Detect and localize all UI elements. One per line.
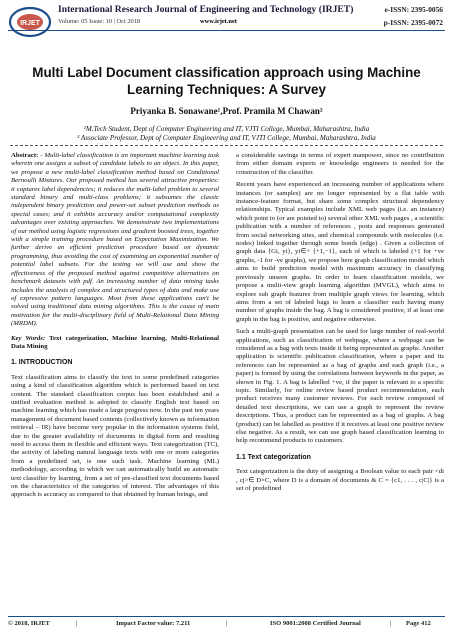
- footer-page-number: Page 412: [406, 620, 431, 627]
- journal-volume: Volume: 05 Issue: 10 | Oct 2018: [58, 18, 141, 25]
- journal-header: [0, 0, 453, 48]
- page-footer: [8, 620, 445, 634]
- footer-impact-factor: Impact Factor value: 7.211: [116, 620, 191, 627]
- abstract-label: Abstract:: [11, 152, 39, 159]
- body-paragraph: a considerable savings in terms of expert manpower, since no contribution from either domain experts or knowledge engineers is needed for the construction of the classifier.: [236, 152, 444, 176]
- body-paragraph: Recent years have experienced an increasing number of applications where instances (or samples) are no longer represented by a flat table with instance-feature format, but share some complex structural dependency relationships. Typical examples include XML web pages (i.e. an instance) which point to (or are pointed to) several other XML web pages , a scientific publication with a number of references , posts and responses generated from social networking sites, and chemical compounds with molecules (i.e. nodes) linked together through some bonds (edge) . Given a collection of graph data {Gi, yi}, yi∈+ {+1,−1}, each of which is labeled (+1 for +ve graphs, -1 for -ve graphs), we propose here graph classification model which aims to build prediction model with maximum accuracy in classifying previously unseen graphs. In order to learn classification models, we propose a multi-view graph learning algorithm (MVGL), which aims to explore sub graph features from multiple graph views for learning, which aims from a set of labeled bags to learn a classifier each having many number of graphs inside the bag. A bag is considered positive, if at least one graph in the bag is positive, and negative otherwise.: [236, 181, 444, 323]
- affiliation-2: ² Associate Professor, Dept of Computer Engineering and IT, VJTI College, Mumbai, Maharashtra, India: [77, 134, 376, 142]
- journal-title: International Research Journal of Engineering and Technology (IRJET): [58, 4, 354, 15]
- header-rule: [8, 30, 445, 31]
- keywords: [11, 335, 219, 352]
- affiliation-1: ¹M.Tech Student, Dept of Computer Engineering and IT, VJTI College, Mumbai, Maharashtra, India: [83, 125, 370, 133]
- paper-authors: Priyanka B. Sonawane¹,Prof. Pramila M Chawan²: [130, 106, 323, 116]
- footer-copyright: © 2018, IRJET: [8, 620, 50, 627]
- body-paragraph: Text categorization is the duty of assigning a Boolean value to each pair <di , cj>∈ D×C, where D is a domain of documents & C = {c1, . . . , c|C|} is a set of predefined: [236, 468, 444, 493]
- p-issn: p-ISSN: 2395-0072: [383, 18, 443, 27]
- footer-separator: |: [76, 620, 78, 627]
- svg-text:IRJET: IRJET: [20, 20, 40, 27]
- paper-title: Multi Label Document classification approach using Machine Learning Techniques: A Survey: [32, 65, 421, 97]
- keywords-text: Text categorization, Machine learning, Multi-Relational Data Mining: [11, 334, 219, 350]
- abstract-text: - Multi-label classification is an important machine learning task wherein one assigns a subset of candidate labels to an object. In this paper, we propose a new multi-label classification method based on Conditional Bernoulli Mixtures. Our proposed method has several attractive properties: it captures label dependencies; it reduces the multi-label problem to several standard binary and multi-class problems; it subsumes the classic independent binary prediction and power-set subset prediction methods as special cases; and it exhibits accuracy and/or computational complexity advantages over existing approaches. We demonstrate two implementations of our method using logistic regressions and gradient boosted trees, together with a simple training procedure based on Expectation Maximization. We further derive an efficient prediction procedure based on dynamic programming, thus avoiding the cost of examining an exponential number of potential label subsets. For the testing we will use and show the effectiveness of the proposed method against competitive alternatives on benchmark datasets with pdf. An increasing number of data mining tasks includes the analysis of complex and structured types of data and make use of expressive pattern languages. Most from these applications can't be solved using traditional data mining algorithms. This is the cause of main motivation for the multi-disciplinary field of Multi-Relational Data Mining (MRDM).: [11, 152, 220, 328]
- body-paragraph: Such a multi-graph presentation can be used for large number of real-world applications, such as classification of webpage, where a webpage can be considered as a bag with texts inside it being represented as graphs. Another application is scientific publication classification, where a paper and its references can be represented as a bag of graphs and each graph (i.e., a paper) is formed by using the correlations between keywords in the paper, as shown in Fig. 1. A bag is labelled +ve, if the paper is relevant to a specific topic. Similarly, for online review based product recommendation, each product receives many customer reviews. For each review composed of detailed text descriptions, we can use a graph to represent the review descriptions. Thus, a product can be represented as a bag of graphs. A bag (product) can be labelled as positive if it receives at least one positive review else negative. As a result, we can use graph based classification learning to help recommend products to customers.: [236, 328, 444, 445]
- abstract: [11, 152, 219, 329]
- keywords-label: Key Words:: [11, 334, 46, 342]
- e-issn: e-ISSN: 2395-0056: [384, 5, 443, 14]
- section-divider: [10, 145, 443, 146]
- left-column: [11, 152, 219, 504]
- irjet-logo: [8, 5, 52, 39]
- footer-iso: ISO 9001:2008 Certified Journal: [270, 620, 361, 627]
- section-heading-introduction: 1. INTRODUCTION: [11, 359, 73, 367]
- introduction-paragraph: Text classification aims to classify the text to some predefined categories using a kind of classification algorithm which is performed based on text content. The standard classification corpus has been established and a unified evaluation method is adopted to classify English text based on machine learning which has made a large progress now. In the past ten years management of document based contents (collectively known as information retrieval – IR) have become very popular in the information systems field, due to the greater availability of documents in digital form and resulting need to access them in flexible and efficient ways. Text categorization (TC), the activity of labeling natural language texts with one or more categories from a predefined set, is one such task. Machine learning (ML) methodology, according to which we can automatically build an automatic text classifier by learning, from a set of pre-classified text documents based on the characteristics of the categories of interest. The advantages of this approach is accuracy as compared to that obtained by human beings, and: [11, 373, 219, 499]
- section-heading-text-categorization: 1.1 Text categorization: [236, 453, 311, 461]
- footer-separator: |: [390, 620, 392, 627]
- right-column: [236, 152, 444, 497]
- footer-separator: |: [226, 620, 228, 627]
- footer-rule: [8, 616, 445, 617]
- journal-site-link[interactable]: www.irjet.net: [200, 18, 237, 25]
